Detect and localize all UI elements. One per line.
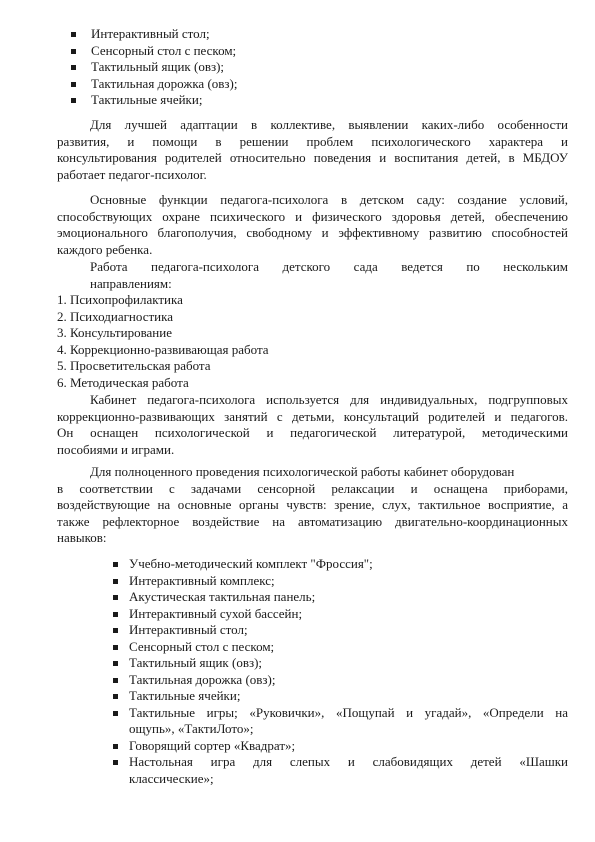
bullet-icon bbox=[71, 65, 76, 70]
list-item-label: Сенсорный стол с песком; bbox=[129, 638, 275, 654]
list-item bbox=[113, 556, 568, 573]
bullet-icon bbox=[71, 49, 76, 54]
list-item-label: Тактильный ящик (овз); bbox=[91, 59, 225, 74]
list-item-label: Учебно-методический комплект "Фроссия"; bbox=[129, 556, 373, 571]
list-item bbox=[113, 754, 568, 771]
direction-item: 5. Просветительская работа bbox=[57, 358, 211, 373]
paragraph-line: Кабинет педагога-психолога используется для индивидуальных, подгрупповых bbox=[90, 392, 568, 407]
paragraph-adaptation bbox=[57, 117, 568, 183]
bullet-icon bbox=[113, 645, 118, 650]
list-item-label: Тактильная дорожка (овз); bbox=[129, 671, 276, 687]
bullet-icon bbox=[113, 760, 118, 765]
paragraph-line: консультирования родителей относительно поведения и воспитания детей, в МБДОУ bbox=[57, 150, 568, 165]
list-item-label: Акустическая тактильная панель; bbox=[129, 589, 316, 604]
paragraph-line: воздействующие на основные органы чувств: зрение, слух, тактильное восприятие, а bbox=[57, 497, 568, 512]
paragraph-line: эмоционального благополучия, свободному и эффективному развитию способностей bbox=[57, 225, 568, 240]
bullet-icon bbox=[113, 694, 118, 699]
list-item bbox=[113, 705, 568, 722]
direction-item: 6. Методическая работа bbox=[57, 374, 189, 390]
paragraph-line: развития, и помощи в решении проблем психологического характера и bbox=[57, 133, 568, 149]
paragraph-line: Он оснащен психологической и педагогической литературой, методическими bbox=[57, 425, 568, 440]
list-item-continuation bbox=[113, 721, 568, 738]
paragraph-line: в соответствии с задачами сенсорной релаксации и оснащена приборами, bbox=[57, 480, 568, 496]
paragraph-cabinet-use bbox=[57, 392, 568, 458]
paragraph-directions-intro bbox=[57, 259, 568, 292]
list-item-label: Тактильные игры; «Руковички», «Пощупай и угадай», «Определи на bbox=[129, 704, 568, 720]
bullet-icon bbox=[71, 32, 76, 37]
list-item-label: Тактильный ящик (овз); bbox=[129, 655, 263, 670]
list-item bbox=[113, 606, 568, 623]
list-item bbox=[113, 672, 568, 689]
bullet-icon bbox=[113, 595, 118, 600]
bullet-icon bbox=[113, 744, 118, 749]
paragraph-line: Основные функции педагога-психолога в детском саду: создание условий, bbox=[90, 192, 568, 207]
paragraph-line: работает педагог-психолог. bbox=[57, 166, 207, 182]
list-item-label: Интерактивный стол; bbox=[91, 26, 210, 41]
list-item bbox=[71, 76, 568, 93]
list-item-label: Настольная игра для слепых и слабовидящих детей «Шашки bbox=[129, 754, 568, 769]
direction-item: 2. Психодиагностика bbox=[57, 308, 173, 324]
paragraph-cabinet-equipment bbox=[57, 464, 568, 547]
bullet-icon bbox=[113, 628, 118, 633]
paragraph-functions bbox=[57, 192, 568, 258]
list-item-label: Интерактивный комплекс; bbox=[129, 572, 275, 588]
list-item bbox=[113, 639, 568, 656]
list-item bbox=[113, 573, 568, 590]
paragraph-line: пособиями и играми. bbox=[57, 441, 175, 457]
paragraph-line: навыков: bbox=[57, 530, 107, 545]
paragraph-line: также рефлекторное воздействие на автоматизацию двигательно-координационных bbox=[57, 513, 568, 529]
bullet-icon bbox=[71, 82, 76, 87]
list-item bbox=[113, 655, 568, 672]
list-item bbox=[71, 59, 568, 76]
list-item bbox=[113, 688, 568, 705]
bullet-icon bbox=[113, 661, 118, 666]
bullet-icon bbox=[113, 678, 118, 683]
list-item-label: Тактильные ячейки; bbox=[129, 688, 241, 703]
paragraph-line: Для полноценного проведения психологической работы кабинет оборудован bbox=[90, 464, 515, 479]
paragraph-line: Для лучшей адаптации в коллективе, выявлении каких-либо особенности bbox=[90, 117, 568, 132]
list-item bbox=[71, 26, 568, 43]
direction-item: 4. Коррекционно-развивающая работа bbox=[57, 341, 269, 357]
paragraph-line: Работа педагога-психолога детского сада ведется по нескольким bbox=[90, 259, 568, 274]
list-item-label: Сенсорный стол с песком; bbox=[91, 42, 237, 58]
list-item-label: ощупь», «ТактиЛото»; bbox=[129, 721, 254, 736]
list-item bbox=[113, 589, 568, 606]
direction-item: 1. Психопрофилактика bbox=[57, 292, 183, 307]
bullet-icon bbox=[113, 612, 118, 617]
list-item bbox=[113, 738, 568, 755]
list-item-continuation bbox=[113, 771, 568, 788]
list-item-label: классические»; bbox=[129, 770, 214, 786]
equipment-list bbox=[113, 556, 568, 787]
list-item bbox=[71, 92, 568, 109]
paragraph-line: направлениям: bbox=[90, 275, 172, 291]
bullet-icon bbox=[113, 562, 118, 567]
paragraph-line: коррекционно-развивающих занятий с детьми, консультаций родителей и педагогов. bbox=[57, 408, 568, 424]
list-item-label: Говорящий сортер «Квадрат»; bbox=[129, 737, 296, 753]
directions-list bbox=[57, 292, 568, 391]
bullet-icon bbox=[113, 579, 118, 584]
list-item-label: Интерактивный стол; bbox=[129, 622, 248, 637]
bullet-icon bbox=[71, 98, 76, 103]
list-item-label: Интерактивный сухой бассейн; bbox=[129, 605, 303, 621]
list-item bbox=[113, 622, 568, 639]
paragraph-line: каждого ребенка. bbox=[57, 241, 153, 257]
bullet-icon bbox=[113, 711, 118, 716]
list-item-label: Тактильные ячейки; bbox=[91, 92, 203, 107]
list-item bbox=[71, 43, 568, 60]
list-item-label: Тактильная дорожка (овз); bbox=[91, 75, 238, 91]
top-equipment-list bbox=[71, 26, 568, 109]
paragraph-line: способствующих охране психического и физического здоровья детей, обеспечению bbox=[57, 208, 568, 224]
direction-item: 3. Консультирование bbox=[57, 325, 172, 340]
